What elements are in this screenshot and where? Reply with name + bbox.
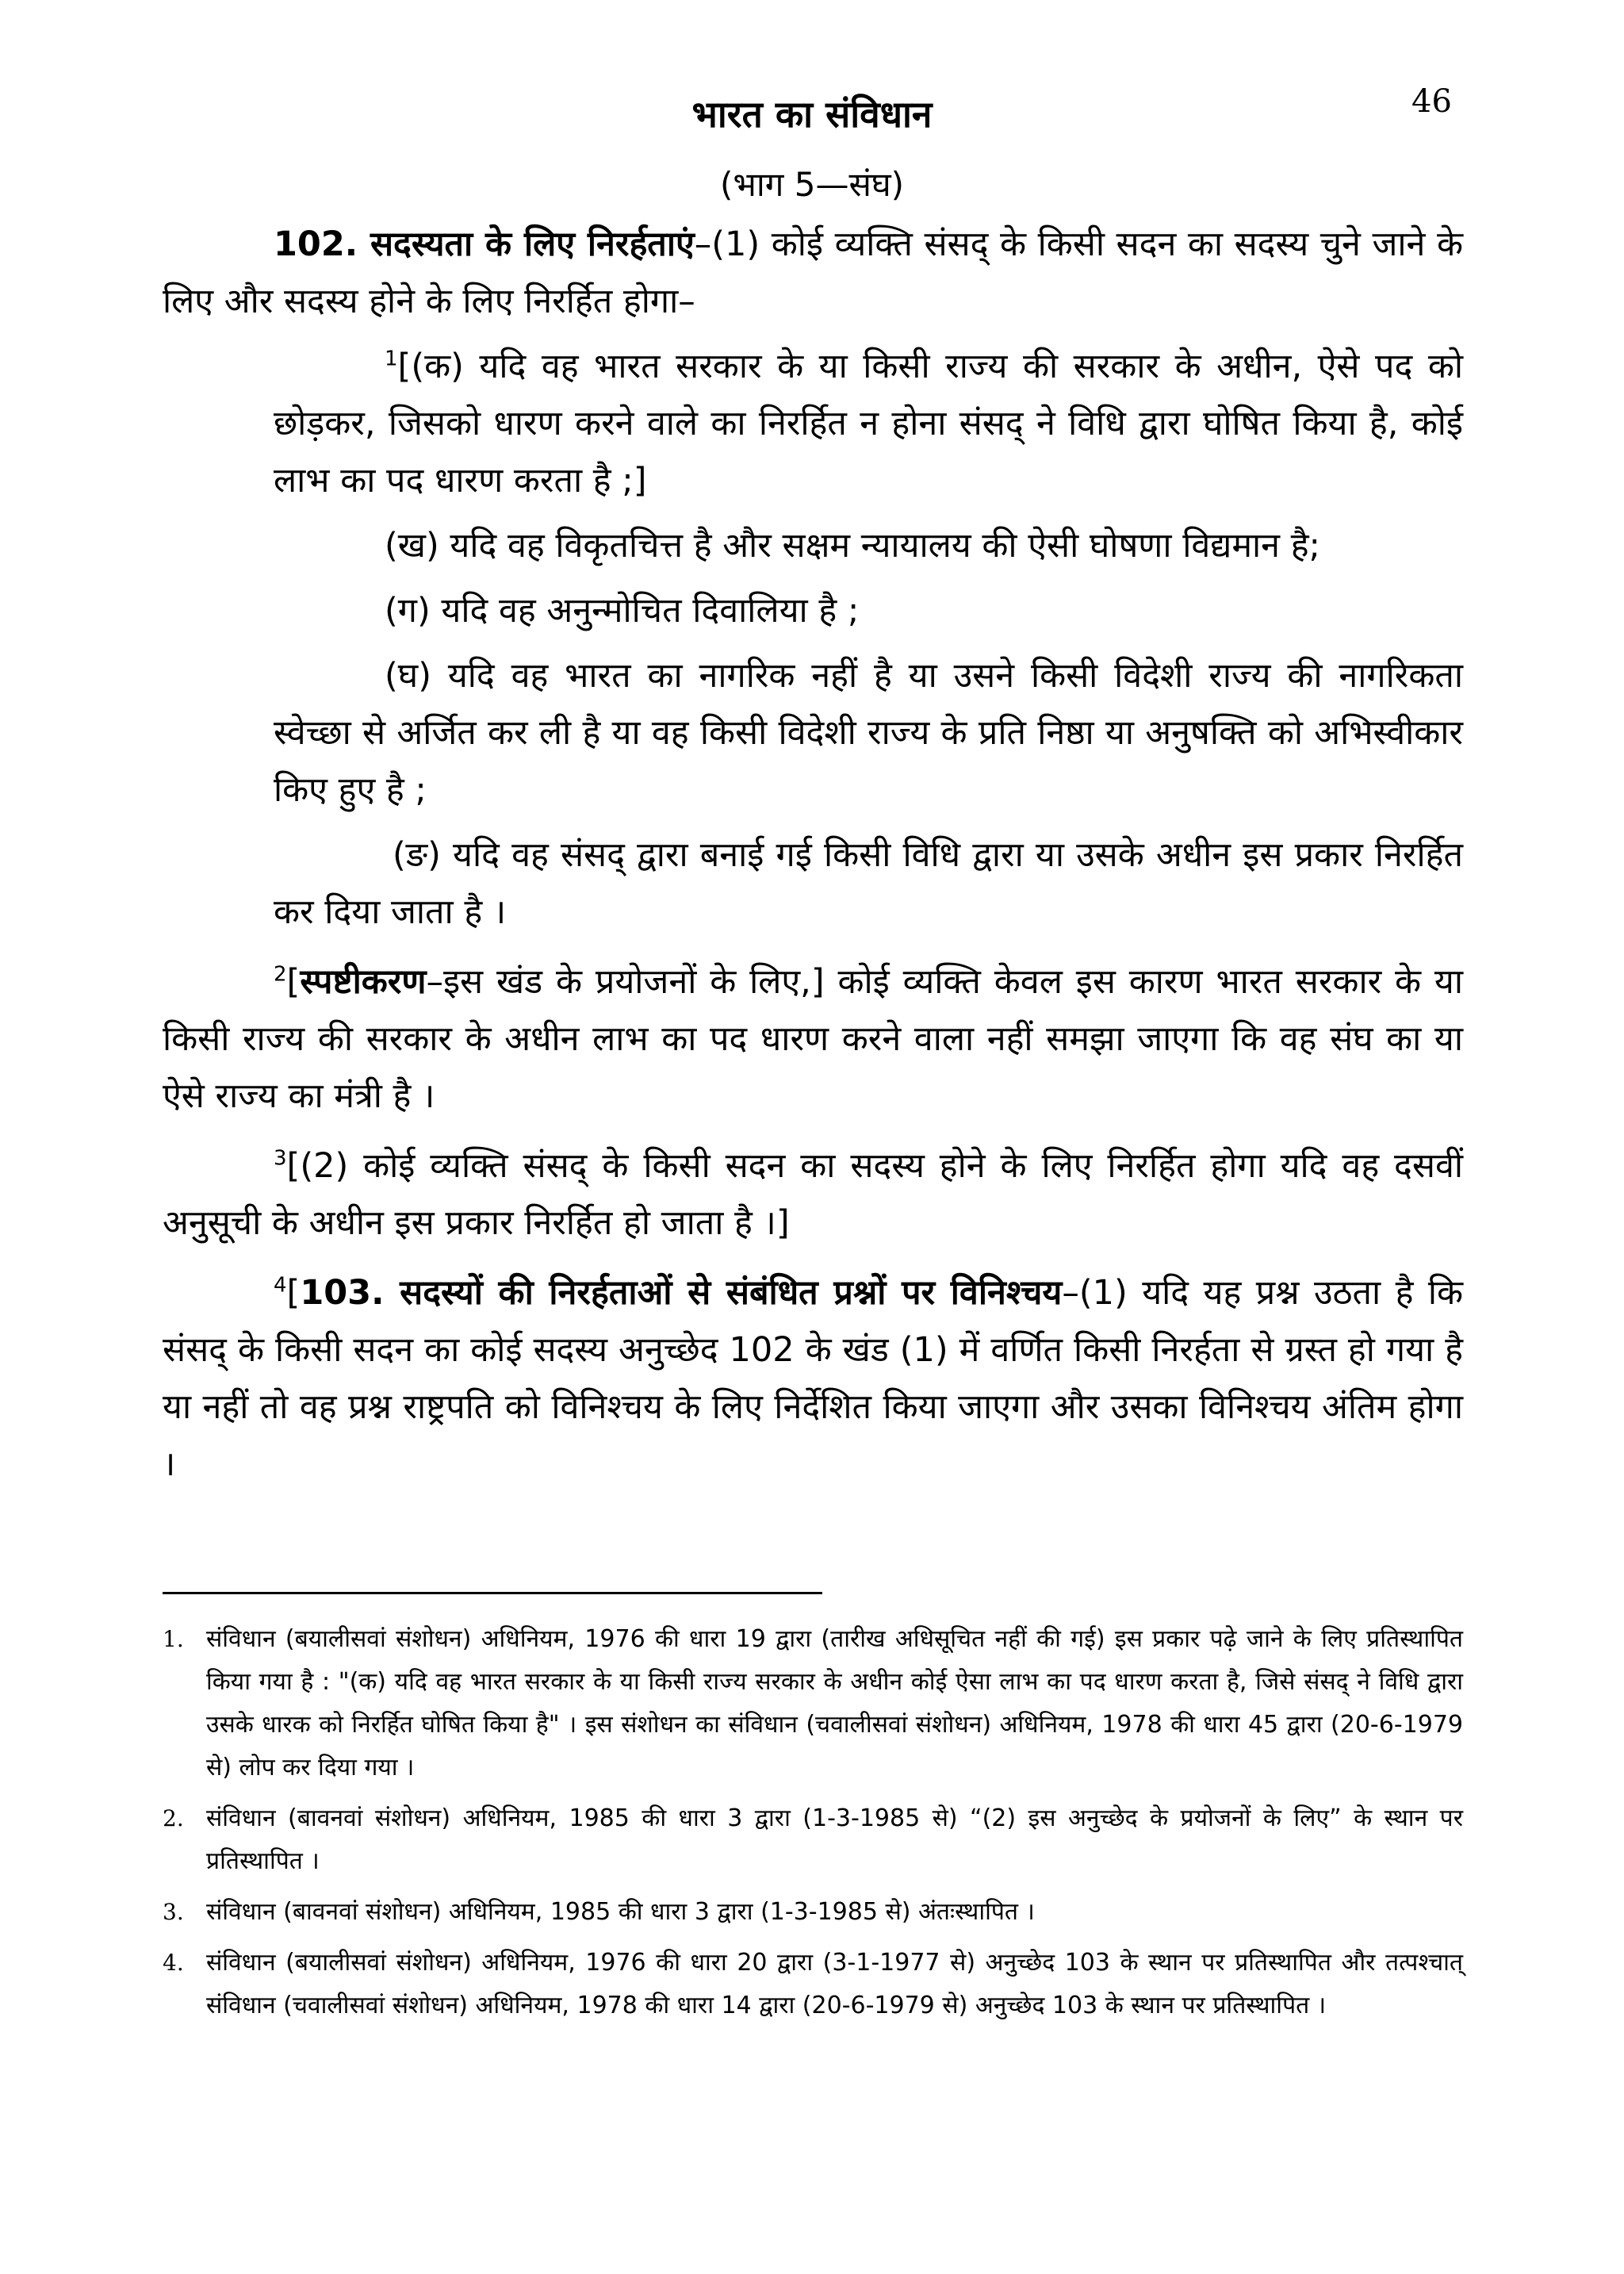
page-number: 46 — [1411, 83, 1452, 120]
footnote — [163, 1891, 1463, 1934]
page-title: भारत का संविधान — [691, 93, 933, 136]
footnote-divider — [163, 1592, 822, 1594]
explanation-text: –इस खंड के प्रयोजनों के लिए,] कोई व्यक्ति केवल इस कारण भारत सरकार के या किसी राज्य की सरकार के अधीन लाभ का पद धारण करने वाला नहीं समझा जाएगा कि वह संघ का या ऐसे राज्य का मंत्री है । — [163, 962, 1463, 1116]
clause-c-text: (ग) यदि वह अनुन्मोचित दिवालिया है ; — [385, 591, 860, 631]
footnote — [163, 1618, 1463, 1789]
clause-a — [274, 338, 1463, 509]
clause-e-text: (ङ) यदि वह संसद् द्वारा बनाई गई किसी विधि द्वारा या उसके अधीन इस प्रकार निरर्हित कर दिया जाता है । — [274, 835, 1463, 932]
footnote-number: 1. — [163, 1626, 184, 1652]
footnotes — [163, 1618, 1463, 2035]
clause-e — [274, 826, 1463, 941]
footnote-ref-2: 2 — [274, 962, 287, 987]
clause-a-text: [(क) यदि वह भारत सरकार के या किसी राज्य की सरकार के अधीन, ऐसे पद को छोड़कर, जिसको धारण करने वाले का निरर्हित न होना संसद् ने विधि द्वारा घोषित किया है, कोई लाभ का पद धारण करता है ;] — [274, 347, 1463, 500]
clause-d-text: (घ) यदि वह भारत का नागरिक नहीं है या उसने किसी विदेशी राज्य की नागरिकता स्वेच्छा से अर्जित कर ली है या वह किसी विदेशी राज्य के प्रति निष्ठा या अनुषक्ति को अभिस्वीकार किए हुए है ; — [274, 656, 1463, 810]
clause-2-text: [(2) कोई व्यक्ति संसद् के किसी सदन का सदस्य होने के लिए निरर्हित होगा यदि वह दसवीं अनुसूची के अधीन इस प्रकार निरर्हित हो जाता है ।] — [163, 1146, 1463, 1243]
footnote-number: 4. — [163, 1950, 184, 1976]
footnote — [163, 1942, 1463, 2027]
article-102-intro — [163, 216, 1463, 330]
footnote-ref-1: 1 — [385, 347, 398, 371]
clause-2 — [163, 1137, 1463, 1252]
footnote — [163, 1797, 1463, 1883]
page-subtitle: (भाग 5—संघ) — [719, 165, 905, 204]
footnote-text: संविधान (बावनवां संशोधन) अधिनियम, 1985 की धारा 3 द्वारा (1-3-1985 से) “(2) इस अनुच्छेद के प्रयोजनों के लिए” के स्थान पर प्रतिस्थापित । — [206, 1804, 1463, 1875]
article-102-intro-text: –(1) कोई व्यक्ति संसद् के किसी सदन का सदस्य चुने जाने के लिए और सदस्य होने के लिए निरर्हित होगा– — [163, 224, 1463, 321]
clause-d — [274, 647, 1463, 819]
explanation: $^2$[स्पष्टीकरण–इस खंड के प्रयोजनों के लिए,] कोई व्यक्ति केवल इस कारण भारत सरकार के या किसी राज्य की सरकार के अधीन लाभ का पद धारण करने वाला नहीं समझा जाएगा कि वह संघ का या ऐसे राज्य का मंत्री है । — [163, 962, 1463, 1116]
clause-b — [274, 517, 1463, 574]
article-102-heading: 102. सदस्यता के लिए निरर्हताएं — [274, 224, 695, 264]
article-103-text: –(1) यदि यह प्रश्न उठता है कि संसद् के किसी सदन का कोई सदस्य अनुच्छेद 102 के खंड (1) में वर्णित किसी निरर्हता से ग्रस्त हो गया है या नहीं तो वह प्रश्न राष्ट्रपति को विनिश्चय के लिए निर्देशित किया जाएगा और उसका विनिश्चय अंतिम होगा । — [163, 1273, 1463, 1484]
footnote-text: संविधान (बावनवां संशोधन) अधिनियम, 1985 की धारा 3 द्वारा (1-3-1985 से) अंतःस्थापित । — [206, 1898, 1035, 1926]
article-103: $^4$[103. सदस्यों की निरर्हताओं से संबंधित प्रश्नों पर विनिश्चय–(1) यदि यह प्रश्न उठता है कि संसद् के किसी सदन का कोई सदस्य अनुच्छेद 102 के खंड (1) में वर्णित किसी निरर्हता से ग्रस्त हो गया है या नहीं तो वह प्रश्न राष्ट्रपति को विनिश्चय के लिए निर्देशित किया जाएगा और उसका विनिश्चय अंतिम होगा । — [163, 1273, 1463, 1484]
footnote-text: संविधान (बयालीसवां संशोधन) अधिनियम, 1976 की धारा 19 द्वारा (तारीख अधिसूचित नहीं की गई) इस प्रकार पढ़े जाने के लिए प्रतिस्थापित किया गया है : "(क) यदि वह भारत सरकार के या किसी राज्य सरकार के अधीन कोई ऐसा लाभ का पद धारण करता है, जिसे संसद् ने विधि द्वारा उसके धारक को निरर्हित घोषित किया है" । इस संशोधन का संविधान (चवालीसवां संशोधन) अधिनियम, 1978 की धारा 45 द्वारा (20-6-1979 से) लोप कर दिया गया । — [206, 1625, 1463, 1781]
clause-c — [274, 582, 1463, 639]
footnote-number: 2. — [163, 1805, 184, 1831]
footnote-ref-3: 3 — [274, 1146, 287, 1171]
footnote-number: 3. — [163, 1899, 184, 1925]
article-103-heading: 103. सदस्यों की निरर्हताओं से संबंधित प्रश्नों पर विनिश्चय — [300, 1273, 1063, 1313]
article-body — [163, 216, 1463, 1493]
clause-b-text: (ख) यदि वह विकृतचित्त है और सक्षम न्यायालय की ऐसी घोषणा विद्यमान है; — [385, 526, 1321, 566]
footnote-ref-4: 4 — [274, 1273, 287, 1298]
explanation-label: स्पष्टीकरण — [300, 962, 427, 1002]
footnote-text: संविधान (बयालीसवां संशोधन) अधिनियम, 1976 की धारा 20 द्वारा (3-1-1977 से) अनुच्छेद 103 के स्थान पर प्रतिस्थापित और तत्पश्चात् संविधान (चवालीसवां संशोधन) अधिनियम, 1978 की धारा 14 द्वारा (20-6-1979 से) अनुच्छेद 103 के स्थान पर प्रतिस्थापित । — [206, 1949, 1463, 2019]
